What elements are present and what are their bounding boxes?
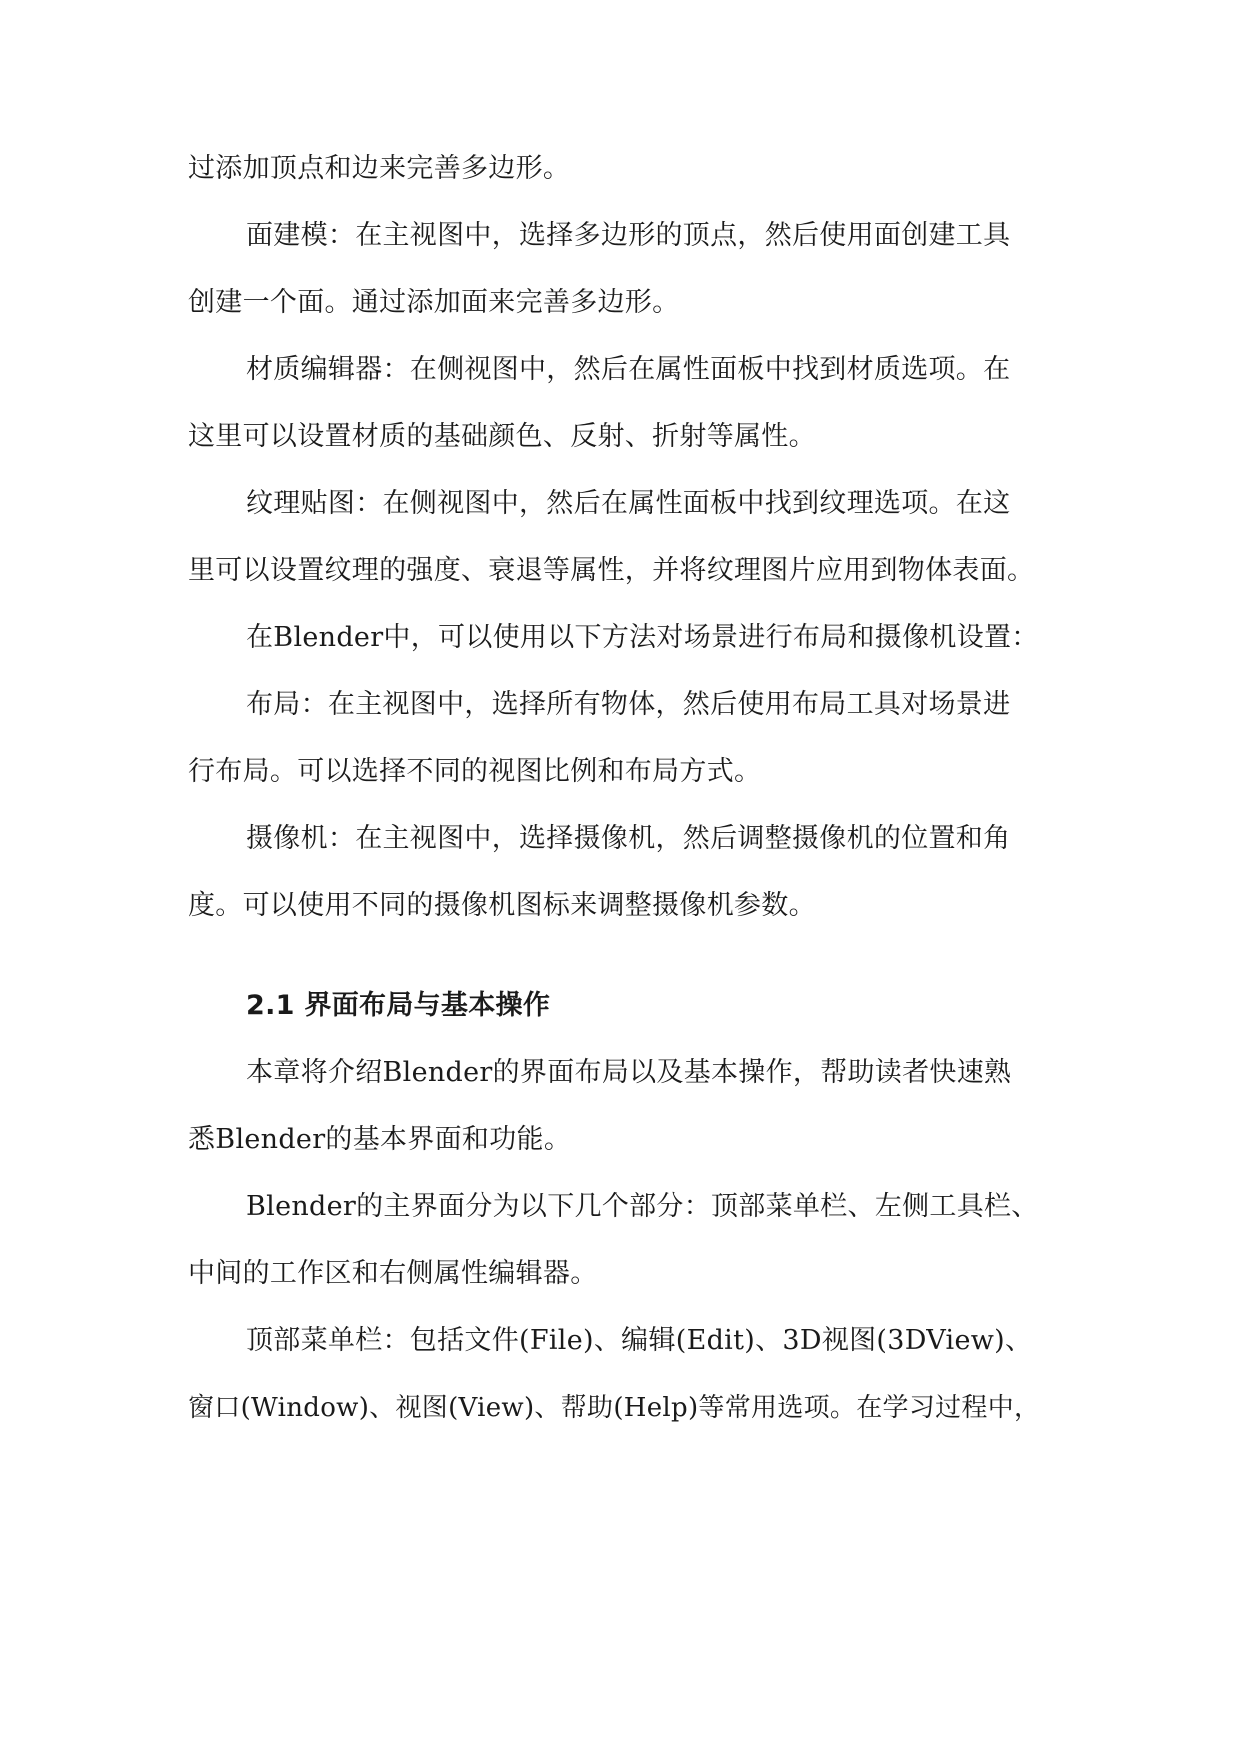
paragraph-line: 创建一个面。通过添加面来完善多边形。 xyxy=(188,287,680,318)
paragraph-line: 窗口(Window)、视图(View)、帮助(Help)等常用选项。在学习过程中， xyxy=(188,1393,1041,1423)
paragraph-line: 过添加顶点和边来完善多边形。 xyxy=(188,153,571,184)
paragraph-line: 面建模：在主视图中，选择多边形的顶点，然后使用面创建工具 xyxy=(246,220,1011,251)
paragraph-line: 纹理贴图：在侧视图中，然后在属性面板中找到纹理选项。在这 xyxy=(246,488,1011,519)
paragraph-line: 布局：在主视图中，选择所有物体，然后使用布局工具对场景进 xyxy=(246,689,1011,720)
section-heading: 2.1 界面布局与基本操作 xyxy=(246,990,551,1021)
paragraph-line: 摄像机：在主视图中，选择摄像机，然后调整摄像机的位置和角 xyxy=(246,823,1011,854)
paragraph-line: 度。可以使用不同的摄像机图标来调整摄像机参数。 xyxy=(188,890,816,921)
paragraph-line: 行布局。可以选择不同的视图比例和布局方式。 xyxy=(188,756,762,787)
paragraph-line: 悉Blender的基本界面和功能。 xyxy=(188,1124,572,1155)
paragraph-line: 本章将介绍Blender的界面布局以及基本操作，帮助读者快速熟 xyxy=(246,1057,1012,1088)
paragraph-line: 这里可以设置材质的基础颜色、反射、折射等属性。 xyxy=(188,421,816,452)
paragraph-line: 在Blender中，可以使用以下方法对场景进行布局和摄像机设置： xyxy=(246,622,1039,653)
paragraph-line: 材质编辑器：在侧视图中，然后在属性面板中找到材质选项。在 xyxy=(246,354,1011,385)
paragraph-line: 中间的工作区和右侧属性编辑器。 xyxy=(188,1258,598,1289)
paragraph-line: 顶部菜单栏：包括文件(File)、编辑(Edit)、3D视图(3DView)、 xyxy=(246,1325,1033,1356)
paragraph-line: Blender的主界面分为以下几个部分：顶部菜单栏、左侧工具栏、 xyxy=(246,1191,1039,1222)
paragraph-line: 里可以设置纹理的强度、衰退等属性，并将纹理图片应用到物体表面。 xyxy=(188,555,1035,586)
